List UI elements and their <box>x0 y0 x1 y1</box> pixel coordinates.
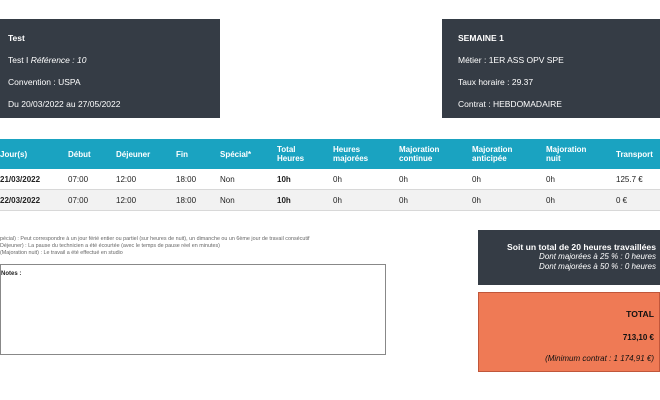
table-header-row <box>0 139 660 169</box>
reference-value: Référence : 10 <box>30 55 87 65</box>
cell-total: 10h <box>277 190 333 211</box>
metier-line: Métier : 1ER ASS OPV SPE <box>458 55 564 65</box>
cell-date: 21/03/2022 <box>0 169 68 190</box>
legend-line: Déjeuner) : La pause du technicien a été écourtée (avec le temps de pause réel en minutes) <box>0 243 220 249</box>
cell-nuit: 0h <box>546 169 616 190</box>
cell-lunch: 12:00 <box>116 169 176 190</box>
table-row <box>0 190 660 211</box>
reference-line <box>8 55 220 65</box>
col-header: Fin <box>176 139 220 169</box>
cell-transport: 0 € <box>616 190 660 211</box>
cell-continue: 0h <box>399 190 472 211</box>
employee-name: Test <box>8 33 25 43</box>
cell-start: 07:00 <box>68 190 116 211</box>
cell-lunch: 12:00 <box>116 190 176 211</box>
total-amount: 713,10 € <box>622 333 654 342</box>
cell-continue: 0h <box>399 169 472 190</box>
notes-label: Notes : <box>1 271 22 277</box>
notes-field[interactable] <box>0 264 386 355</box>
legend-line: (Majoration nuit) : Le travail a été effectué en studio <box>0 250 123 256</box>
convention-line: Convention : USPA <box>8 77 81 87</box>
total-label: TOTAL <box>626 309 654 319</box>
cell-anticipee: 0h <box>472 169 546 190</box>
col-header: Déjeuner <box>116 139 176 169</box>
summary-total-hours: Soit un total de 20 heures travaillées <box>506 242 656 252</box>
cell-start: 07:00 <box>68 169 116 190</box>
legend-notes <box>0 236 310 257</box>
col-header: Majoration continue <box>399 139 472 169</box>
hours-table <box>0 139 660 211</box>
cell-total: 10h <box>277 169 333 190</box>
cell-nuit: 0h <box>546 190 616 211</box>
total-box <box>478 292 660 372</box>
cell-date: 22/03/2022 <box>0 190 68 211</box>
summary-majorees-25: Dont majorées à 25 % : 0 heures <box>539 252 656 261</box>
cell-transport: 125.7 € <box>616 169 660 190</box>
cell-end: 18:00 <box>176 169 220 190</box>
col-header: Transport <box>616 139 660 169</box>
week-card <box>442 19 660 118</box>
cell-end: 18:00 <box>176 190 220 211</box>
legend-line: pécial) : Peut correspondre à un jour férié entier ou partiel (sur heures de nuit), un dimanche ou un 6ème jour de travail consécutif <box>0 236 310 242</box>
col-header: Total Heures <box>277 139 333 169</box>
col-header: Spécial* <box>220 139 277 169</box>
cell-majorees: 0h <box>333 190 399 211</box>
summary-majorees-50: Dont majorées à 50 % : 0 heures <box>539 262 656 271</box>
col-header: Jour(s) <box>0 139 68 169</box>
cell-anticipee: 0h <box>472 190 546 211</box>
cell-majorees: 0h <box>333 169 399 190</box>
contrat-line: Contrat : HEBDOMADAIRE <box>458 99 562 109</box>
employee-card <box>0 19 220 118</box>
col-header: Heures majorées <box>333 139 399 169</box>
col-header: Majoration anticipée <box>472 139 546 169</box>
cell-special: Non <box>220 190 277 211</box>
hours-summary <box>478 230 660 285</box>
taux-line: Taux horaire : 29.37 <box>458 77 534 87</box>
period-line: Du 20/03/2022 au 27/05/2022 <box>8 99 121 109</box>
col-header: Début <box>68 139 116 169</box>
week-title: SEMAINE 1 <box>458 33 504 43</box>
cell-special: Non <box>220 169 277 190</box>
col-header: Majoration nuit <box>546 139 616 169</box>
minimum-contract: (Minimum contrat : 1 174,91 €) <box>545 354 654 363</box>
reference-prefix: Test I <box>8 55 31 65</box>
table-row <box>0 169 660 190</box>
